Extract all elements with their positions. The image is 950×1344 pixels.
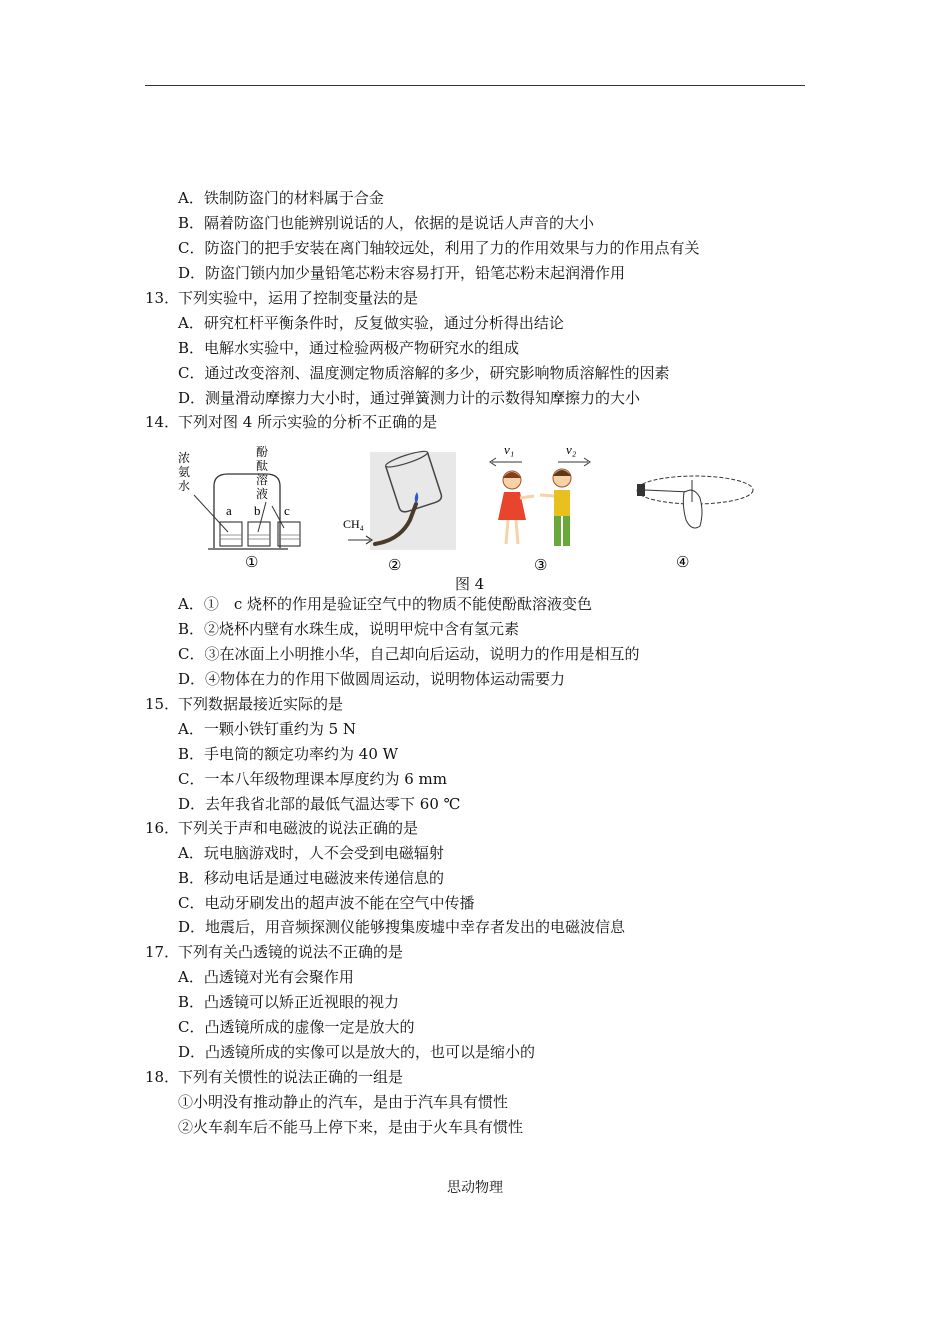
- q14-option-a: A．① c 烧杯的作用是验证空气中的物质不能使酚酞溶液变色: [178, 595, 593, 613]
- q15-option-b: B．手电筒的额定功率约为 40 W: [178, 745, 399, 763]
- q15-option-c: C．一本八年级物理课本厚度约为 6 mm: [178, 770, 448, 788]
- hand: [683, 490, 702, 528]
- q18-statement-2: ②火车刹车后不能马上停下来，是由于火车具有惯性: [178, 1118, 524, 1136]
- q15-number: 15．: [145, 695, 180, 713]
- figure-caption: 图 4: [455, 575, 485, 593]
- q15-option-a: A．一颗小铁钉重约为 5 N: [178, 720, 357, 738]
- q17-option-a: A．凸透镜对光有会聚作用: [178, 968, 354, 986]
- ammonia-label-2: 氨: [178, 465, 191, 479]
- q14-stem-line: [145, 412, 437, 432]
- q15-stem: 下列数据最接近实际的是: [178, 695, 344, 713]
- q12-option-d: D．防盗门锁内加少量铅笔芯粉末容易打开，铅笔芯粉末起润滑作用: [178, 264, 626, 282]
- phenol-label-4: 液: [256, 487, 269, 501]
- header-rule: [145, 85, 805, 86]
- panel-4-circular-motion: [637, 476, 753, 571]
- q13-stem-line: [145, 288, 418, 308]
- q16-stem: 下列关于声和电磁波的说法正确的是: [178, 819, 419, 837]
- q15-stem-line: [145, 694, 343, 714]
- q17-option-c: C．凸透镜所成的虚像一定是放大的: [178, 1018, 415, 1036]
- string: [645, 490, 690, 492]
- q13-number: 13．: [145, 289, 180, 307]
- beaker-b: [248, 522, 270, 546]
- label-c: c: [284, 503, 290, 518]
- q18-stem: 下列有关惯性的说法正确的一组是: [178, 1068, 404, 1086]
- leader-ammonia: [194, 495, 228, 532]
- q18-statement-1: ①小明没有推动静止的汽车，是由于汽车具有惯性: [178, 1093, 509, 1111]
- rotating-object: [637, 484, 645, 496]
- q12-option-a: A．铁制防盗门的材料属于合金: [178, 189, 384, 207]
- panel-2-methane-combustion: [343, 449, 456, 574]
- q16-option-a: A．玩电脑游戏时，人不会受到电磁辐射: [178, 844, 444, 862]
- q14-stem: 下列对图 4 所示实验的分析不正确的是: [178, 413, 438, 431]
- page-footer: 思动物理: [447, 1180, 503, 1196]
- figure-4-drawing: [170, 440, 770, 580]
- q14-option-c: C．③在冰面上小明推小华，自己却向后运动，说明力的作用是相互的: [178, 645, 640, 663]
- q16-option-c: C．电动牙刷发出的超声波不能在空气中传播: [178, 894, 475, 912]
- panel-number-1: ①: [245, 555, 259, 571]
- q14-number: 14．: [145, 413, 180, 431]
- panel-3-children-on-ice: [490, 442, 590, 574]
- q18-number: 18．: [145, 1068, 180, 1086]
- ch4-label: CH₄: [343, 517, 364, 531]
- q17-stem: 下列有关凸透镜的说法不正确的是: [178, 943, 404, 961]
- q16-option-d: D．地震后，用音频探测仪能够搜集废墟中幸存者发出的电磁波信息: [178, 918, 626, 936]
- q13-stem: 下列实验中，运用了控制变量法的是: [178, 289, 419, 307]
- q12-option-b: B．隔着防盗门也能辨别说话的人，依据的是说话人声音的大小: [178, 214, 595, 232]
- q18-stem-line: [145, 1067, 403, 1087]
- q13-option-a: A．研究杠杆平衡条件时，反复做实验，通过分析得出结论: [178, 314, 564, 332]
- q16-number: 16．: [145, 819, 180, 837]
- panel-1-beaker-experiment: [178, 445, 300, 571]
- q14-option-d: D．④物体在力的作用下做圆周运动，说明物体运动需要力: [178, 670, 566, 688]
- v1-label: v₁: [504, 442, 515, 457]
- girl-dress: [498, 492, 526, 520]
- q17-option-d: D．凸透镜所成的实像可以是放大的，也可以是缩小的: [178, 1043, 536, 1061]
- boy-shirt: [554, 490, 570, 516]
- q13-option-c: C．通过改变溶剂、温度测定物质溶解的多少，研究影响物质溶解性的因素: [178, 364, 670, 382]
- q15-option-d: D．去年我省北部的最低气温达零下 60 ℃: [178, 795, 461, 813]
- phenol-label-2: 酞: [256, 459, 269, 473]
- q17-option-b: B．凸透镜可以矫正近视眼的视力: [178, 993, 400, 1011]
- q17-number: 17．: [145, 943, 180, 961]
- phenol-label-1: 酚: [256, 445, 269, 459]
- panel-number-3: ③: [534, 558, 548, 574]
- q13-option-d: D．测量滑动摩擦力大小时，通过弹簧测力计的示数得知摩擦力的大小: [178, 389, 641, 407]
- q16-option-b: B．移动电话是通过电磁波来传递信息的: [178, 869, 445, 887]
- q13-option-b: B．电解水实验中，通过检验两极产物研究水的组成: [178, 339, 520, 357]
- panel-number-2: ②: [388, 558, 402, 574]
- v2-label: v₂: [566, 442, 577, 457]
- q12-option-c: C．防盗门的把手安装在离门轴较远处，利用了力的作用效果与力的作用点有关: [178, 239, 700, 257]
- photo-background: [370, 452, 456, 550]
- q17-stem-line: [145, 942, 403, 962]
- beaker-c: [278, 522, 300, 546]
- ammonia-label-3: 水: [178, 479, 191, 493]
- label-a: a: [226, 503, 232, 518]
- ammonia-label-1: 浓: [178, 451, 191, 465]
- q16-stem-line: [145, 818, 418, 838]
- panel-number-4: ④: [676, 555, 690, 571]
- beaker-a: [220, 522, 242, 546]
- label-b: b: [254, 503, 261, 518]
- phenol-label-3: 溶: [256, 473, 269, 487]
- q14-option-b: B．②烧杯内壁有水珠生成，说明甲烷中含有氢元素: [178, 620, 520, 638]
